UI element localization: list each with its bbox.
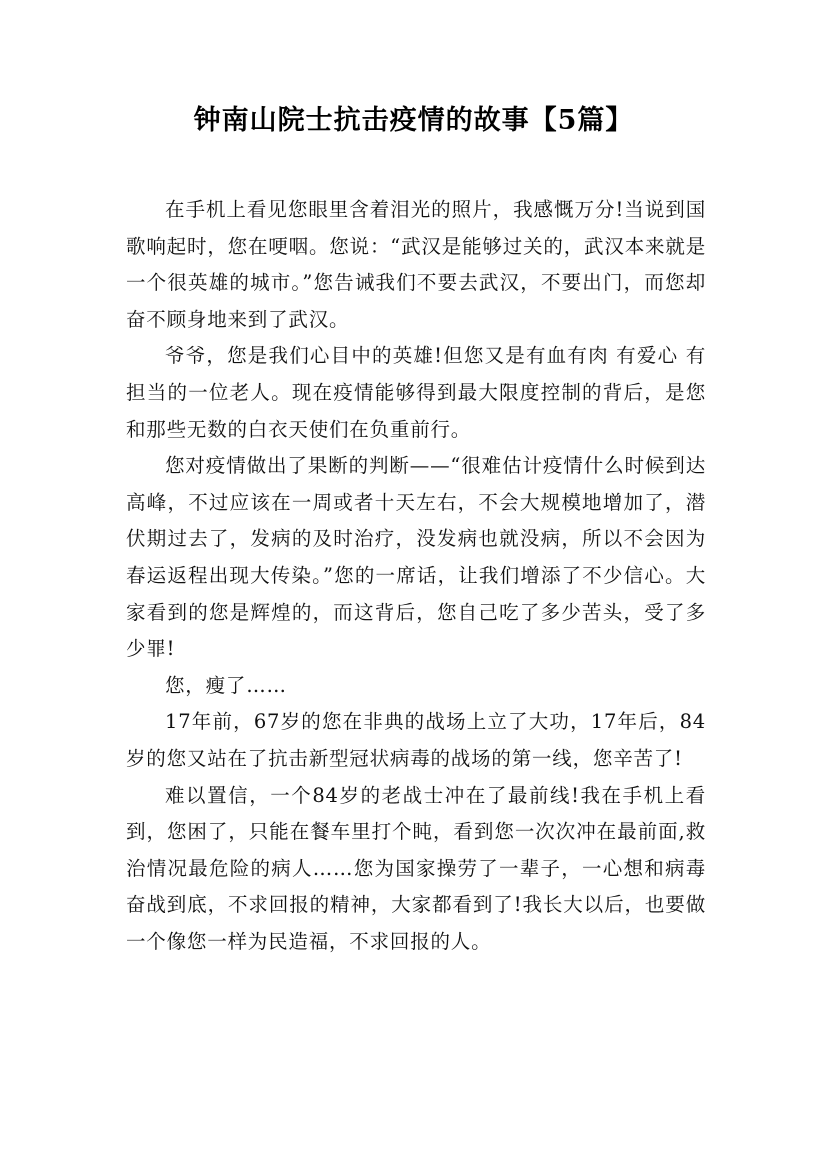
paragraph-1: 在手机上看见您眼里含着泪光的照片，我感慨万分!当说到国歌响起时，您在哽咽。您说：“武汉是能够过关的，武汉本来就是一个很英雄的城市。”您告诫我们不要去武汉，不要出门，而您却奋不顾身地来到了武汉。 [126, 198, 706, 331]
paragraph-5: 17年前，67岁的您在非典的战场上立了大功，17年后，84岁的您又站在了抗击新型冠状病毒的战场的第一线，您辛苦了! [126, 710, 706, 770]
document-title: 钟南山院士抗击疫情的故事【5篇】 [193, 105, 634, 136]
paragraph-2: 爷爷，您是我们心目中的英雄!但您又是有血有肉 有爱心 有担当的一位老人。现在疫情能够得到最大限度控制的背后，是您和那些无数的白衣天使们在负重前行。 [126, 344, 706, 441]
paragraph-6: 难以置信，一个84岁的老战士冲在了最前线!我在手机上看到，您困了，只能在餐车里打个盹，看到您一次次冲在最前面,救治情况最危险的病人……您为国家操劳了一辈子，一心想和病毒奋战到底，不求回报的精神，大家都看到了!我长大以后，也要做一个像您一样为民造福，不求回报的人。 [126, 783, 706, 953]
paragraph-3: 您对疫情做出了果断的判断——“很难估计疫情什么时候到达高峰，不过应该在一周或者十天左右，不会大规模地增加了，潜伏期过去了，发病的及时治疗，没发病也就没病，所以不会因为春运返程出现大传染。”您的一席话，让我们增添了不少信心。大家看到的您是辉煌的，而这背后，您自己吃了多少苦头，受了多少罪! [126, 454, 706, 661]
document-body [126, 192, 706, 960]
paragraph-4: 您，瘦了…… [165, 673, 287, 697]
